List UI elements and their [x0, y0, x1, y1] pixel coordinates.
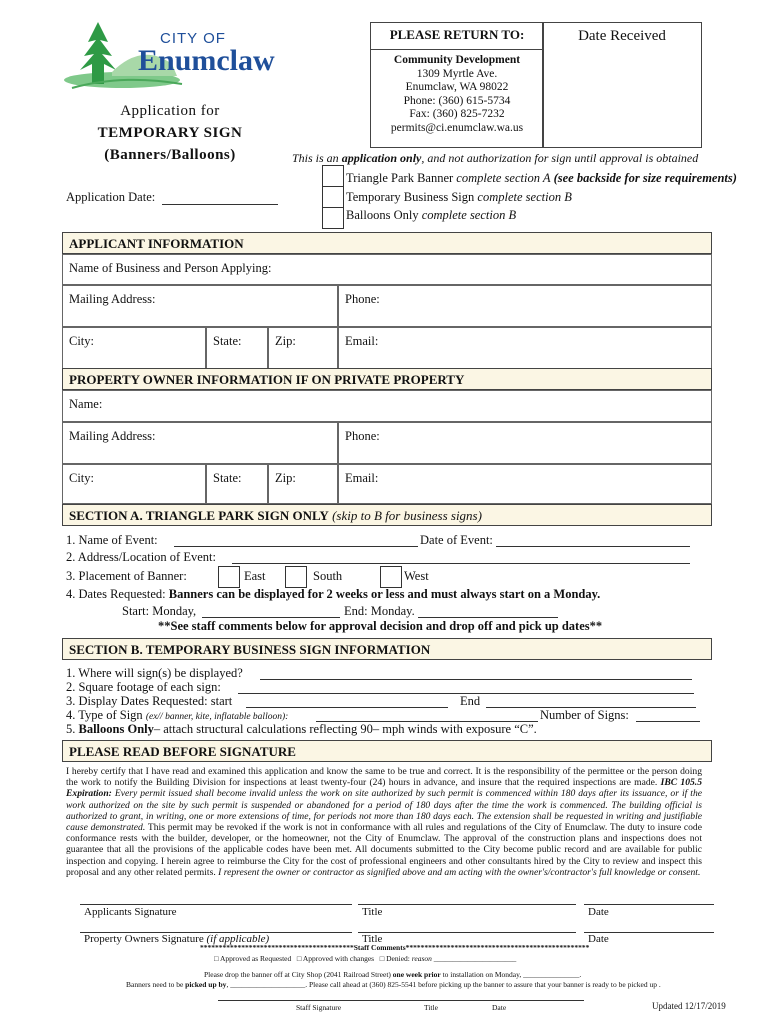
- number-of-signs-field[interactable]: [636, 707, 700, 722]
- south-label: South: [313, 569, 343, 583]
- authorization-notice: [292, 151, 698, 166]
- placement-label: 3. Placement of Banner:: [66, 569, 187, 583]
- staff-title-label: Title: [424, 1003, 438, 1012]
- applicant-zip-label: Zip:: [275, 334, 296, 348]
- applicant-title-label: Title: [362, 906, 383, 918]
- drop-text: Please drop the banner off at City Shop (2041 Railroad Street): [204, 970, 393, 979]
- application-date-label: Application Date:: [66, 190, 156, 204]
- applicant-phone-label: Phone:: [345, 292, 380, 306]
- pick-text: Banners need to be: [126, 980, 186, 989]
- start-monday-field[interactable]: [202, 603, 340, 618]
- form-title: [70, 100, 270, 166]
- title-line3: (Banners/Balloons): [104, 147, 236, 163]
- event-name-label: 1. Name of Event:: [66, 533, 158, 547]
- owner-phone-cell[interactable]: [338, 422, 712, 464]
- date-received-label: Date Received: [578, 28, 666, 44]
- square-footage-field[interactable]: [238, 679, 694, 694]
- applicant-header: APPLICANT INFORMATION: [62, 232, 712, 254]
- end-monday-field[interactable]: [418, 603, 558, 618]
- triangle-park-checkbox[interactable]: [322, 165, 344, 187]
- cert-p4: I represent the owner or contractor as signified above and am acting with the owner's/contractor's full knowledge or consent.: [218, 866, 701, 878]
- owner-city-label: City:: [69, 471, 95, 485]
- approved-label: Approved as Requested: [220, 954, 292, 963]
- applicant-phone-cell[interactable]: [338, 285, 712, 327]
- owner-email-cell[interactable]: [338, 464, 712, 504]
- applicant-name-label: Name of Business and Person Applying:: [69, 261, 272, 275]
- option-section: complete section B: [477, 190, 572, 204]
- sign-type-text: 4. Type of Sign: [66, 708, 146, 722]
- pick-bold: picked up by: [185, 980, 227, 989]
- updated-date: Updated 12/17/2019: [652, 1001, 726, 1011]
- cert-p2: Every permit issued shall become invalid unless the work on site authorized by such permit is commenced within 180 days after its issuance, or if the work authorized on the site by such permit is suspended or abandoned for a period of 180 days after the time the work is commenced. The building official is authorized to grant, in writing, one or more extensions of time, for periods not more than 180 days each. The extension shall be requested in writing and justifiable cause demonstrated.: [66, 788, 702, 834]
- logo-city-of: CITY OF: [160, 30, 226, 47]
- return-line: Fax: (360) 825-7232: [409, 108, 505, 121]
- owner-name-cell[interactable]: [62, 390, 712, 422]
- section-a-note: (skip to B for business signs): [328, 508, 482, 523]
- sign-location-field[interactable]: [260, 665, 692, 680]
- staff-signature-line[interactable]: [218, 988, 584, 1001]
- square-footage-label: 2. Square footage of each sign:: [66, 680, 221, 694]
- applicant-state-label: State:: [213, 334, 242, 348]
- display-end-field[interactable]: [486, 693, 696, 708]
- owner-signature-note: (if applicable): [206, 933, 270, 945]
- owner-phone-label: Phone:: [345, 429, 380, 443]
- section-a-title: SECTION A. TRIANGLE PARK SIGN ONLY: [69, 508, 329, 523]
- owner-signature-line[interactable]: [80, 918, 352, 933]
- denied-label: Denied:: [386, 954, 412, 963]
- option-note: (see backside for size requirements): [550, 171, 737, 185]
- display-start-field[interactable]: [246, 693, 448, 708]
- city-logo: [62, 14, 292, 94]
- changes-checkbox[interactable]: □: [296, 954, 303, 963]
- option-section: complete section A: [456, 171, 551, 185]
- owner-state-cell[interactable]: [206, 464, 268, 504]
- return-line: permits@ci.enumclaw.wa.us: [390, 121, 524, 134]
- option-label: Triangle Park Banner: [346, 171, 457, 185]
- applicant-zip-cell[interactable]: [268, 327, 338, 369]
- event-address-label: 2. Address/Location of Event:: [66, 550, 216, 564]
- applicant-mailing-label: Mailing Address:: [69, 292, 156, 306]
- owner-header: PROPERTY OWNER INFORMATION IF ON PRIVATE PROPERTY: [62, 368, 712, 390]
- owner-title-line[interactable]: [358, 918, 576, 933]
- east-checkbox[interactable]: [218, 566, 240, 588]
- title-line2: TEMPORARY SIGN: [97, 125, 243, 141]
- cert-ibc: IBC 105.5 Expiration:: [66, 777, 702, 800]
- cert-p3: This permit may be revoked if the work is not in conformance with all rules and regulations of the City of Enumclaw. The duty to insure code conformance rests with the builder, developer, or the homeowner, not the City of Enumclaw. The approval of the construction plans and inspections does not guarantee that all the provisions of the applicable codes have been met. All documents submitted to the City become public record and are available for public inspection and copying. I herein agree to reimburse the City for the cost of professional engineers and other consultants hired by the City to review and inspect this proposal and any other related permits.: [66, 822, 702, 878]
- option-triangle-park: [346, 171, 737, 186]
- east-label: East: [244, 569, 266, 583]
- staff-signature-label: Staff Signature: [296, 1003, 342, 1012]
- drop-text2: to installation on Monday, _______________.: [440, 970, 582, 979]
- applicant-city-label: City:: [69, 334, 95, 348]
- section-a-header: [62, 504, 712, 526]
- denied-reason: reason: [411, 954, 432, 963]
- balloons-text: – attach structural calculations reflecting 90– mph winds with exposure “C”.: [153, 722, 537, 736]
- south-checkbox[interactable]: [285, 566, 307, 588]
- balloons-checkbox[interactable]: [322, 207, 344, 229]
- business-sign-checkbox[interactable]: [322, 186, 344, 208]
- pick-text2: , ____________________. Please call ahead at (360) 825-5541 before picking up the banner to assure that your banner is ready to be picked up .: [226, 980, 661, 989]
- changes-label: Approved with changes: [302, 954, 375, 963]
- staff-date-label: Date: [492, 1003, 507, 1012]
- sign-type-field[interactable]: [316, 707, 538, 722]
- balloons-num: 5.: [66, 722, 79, 736]
- return-address: [371, 54, 543, 136]
- section-b-header: SECTION B. TEMPORARY BUSINESS SIGN INFORMATION: [62, 638, 712, 660]
- logo-name: Enumclaw: [138, 44, 275, 77]
- owner-state-label: State:: [213, 471, 242, 485]
- owner-mailing-cell[interactable]: [62, 422, 338, 464]
- event-date-field[interactable]: [496, 532, 690, 547]
- sign-type-note: (ex// banner, kite, inflatable balloon):: [145, 712, 289, 722]
- applicant-date-label: Date: [588, 906, 609, 918]
- owner-title-label: Title: [362, 933, 383, 945]
- event-address-field[interactable]: [232, 549, 690, 564]
- return-line: Phone: (360) 615-5734: [403, 94, 511, 107]
- applicant-email-label: Email:: [345, 334, 379, 348]
- owner-mailing-label: Mailing Address:: [69, 429, 156, 443]
- sign-type-label: [66, 708, 288, 723]
- notice-post: , and not authorization for sign until approval is obtained: [421, 151, 699, 165]
- drop-bold: one week prior: [392, 970, 441, 979]
- owner-zip-cell[interactable]: [268, 464, 338, 504]
- return-box: [370, 22, 544, 148]
- dates-requested-label: [66, 587, 600, 602]
- title-line1: Application for: [120, 103, 220, 119]
- start-monday-label: Start: Monday,: [122, 604, 197, 618]
- drop-off-note: [204, 970, 581, 979]
- applicant-email-cell[interactable]: [338, 327, 712, 369]
- certification-paragraph: [66, 766, 702, 878]
- applicant-name-cell[interactable]: [62, 254, 712, 285]
- west-checkbox[interactable]: [380, 566, 402, 588]
- denied-checkbox[interactable]: □: [379, 954, 387, 963]
- staff-comments-note: **See staff comments below for approval decision and drop off and pick up dates**: [158, 619, 603, 633]
- notice-bold: application only: [341, 151, 422, 165]
- applicant-title-line[interactable]: [358, 890, 576, 905]
- option-label: Temporary Business Sign: [346, 190, 478, 204]
- owner-city-cell[interactable]: [62, 464, 206, 504]
- dates-requested-rule: Banners can be displayed for 2 weeks or less and must always start on a Monday.: [168, 587, 601, 601]
- cert-p1: I hereby certify that I have read and examined this application and know the same to be true and correct. It is the responsibility of the permittee or the person doing the work to notify the Building Division for inspections at least twenty-four (24) hours in advance, and insure that the required inspections are made.: [66, 766, 702, 789]
- option-section: complete section B: [421, 208, 517, 222]
- read-header: PLEASE READ BEFORE SIGNATURE: [62, 740, 712, 762]
- applicant-date-line[interactable]: [584, 890, 714, 905]
- applicant-mailing-cell[interactable]: [62, 285, 338, 327]
- owner-date-label: Date: [588, 933, 609, 945]
- approved-checkbox[interactable]: □: [214, 954, 220, 963]
- sign-location-label: 1. Where will sign(s) be displayed?: [66, 666, 243, 680]
- option-business-sign: [346, 190, 572, 205]
- applicant-signature-label: Applicants Signature: [84, 906, 177, 918]
- application-date-field[interactable]: [162, 190, 278, 205]
- dates-requested-text: 4. Dates Requested:: [66, 587, 169, 601]
- event-name-field[interactable]: [174, 532, 418, 547]
- applicant-city-cell[interactable]: [62, 327, 206, 369]
- balloons-only-note: [66, 722, 537, 737]
- staff-decision-row: □ Approved as Requested □ Approved with changes □ Denied: reason ______________________: [214, 954, 517, 963]
- owner-zip-label: Zip:: [275, 471, 296, 485]
- option-label: Balloons Only: [346, 208, 422, 222]
- display-end-label: End: [460, 694, 481, 708]
- number-of-signs-label: Number of Signs:: [540, 708, 629, 722]
- date-received-box: [542, 22, 702, 148]
- return-line: Enumclaw, WA 98022: [405, 81, 509, 94]
- return-line: 1309 Myrtle Ave.: [416, 67, 498, 80]
- balloons-bold: Balloons Only: [78, 722, 154, 736]
- applicant-state-cell[interactable]: [206, 327, 268, 369]
- display-start-label: 3. Display Dates Requested: start: [66, 694, 233, 708]
- west-label: West: [404, 569, 429, 583]
- applicant-signature-line[interactable]: [80, 890, 352, 905]
- return-heading: PLEASE RETURN TO:: [389, 27, 525, 42]
- notice-pre: This is an: [292, 151, 342, 165]
- end-monday-label: End: Monday.: [344, 604, 415, 618]
- owner-name-label: Name:: [69, 397, 103, 411]
- return-line: Community Development: [393, 54, 521, 66]
- owner-email-label: Email:: [345, 471, 379, 485]
- owner-date-line[interactable]: [584, 918, 714, 933]
- event-date-label: Date of Event:: [420, 533, 493, 547]
- owner-signature-text: Property Owners Signature: [84, 933, 207, 945]
- option-balloons: [346, 208, 516, 223]
- staff-comments-divider: *****************************************Staff Comments*************************************************: [200, 943, 590, 952]
